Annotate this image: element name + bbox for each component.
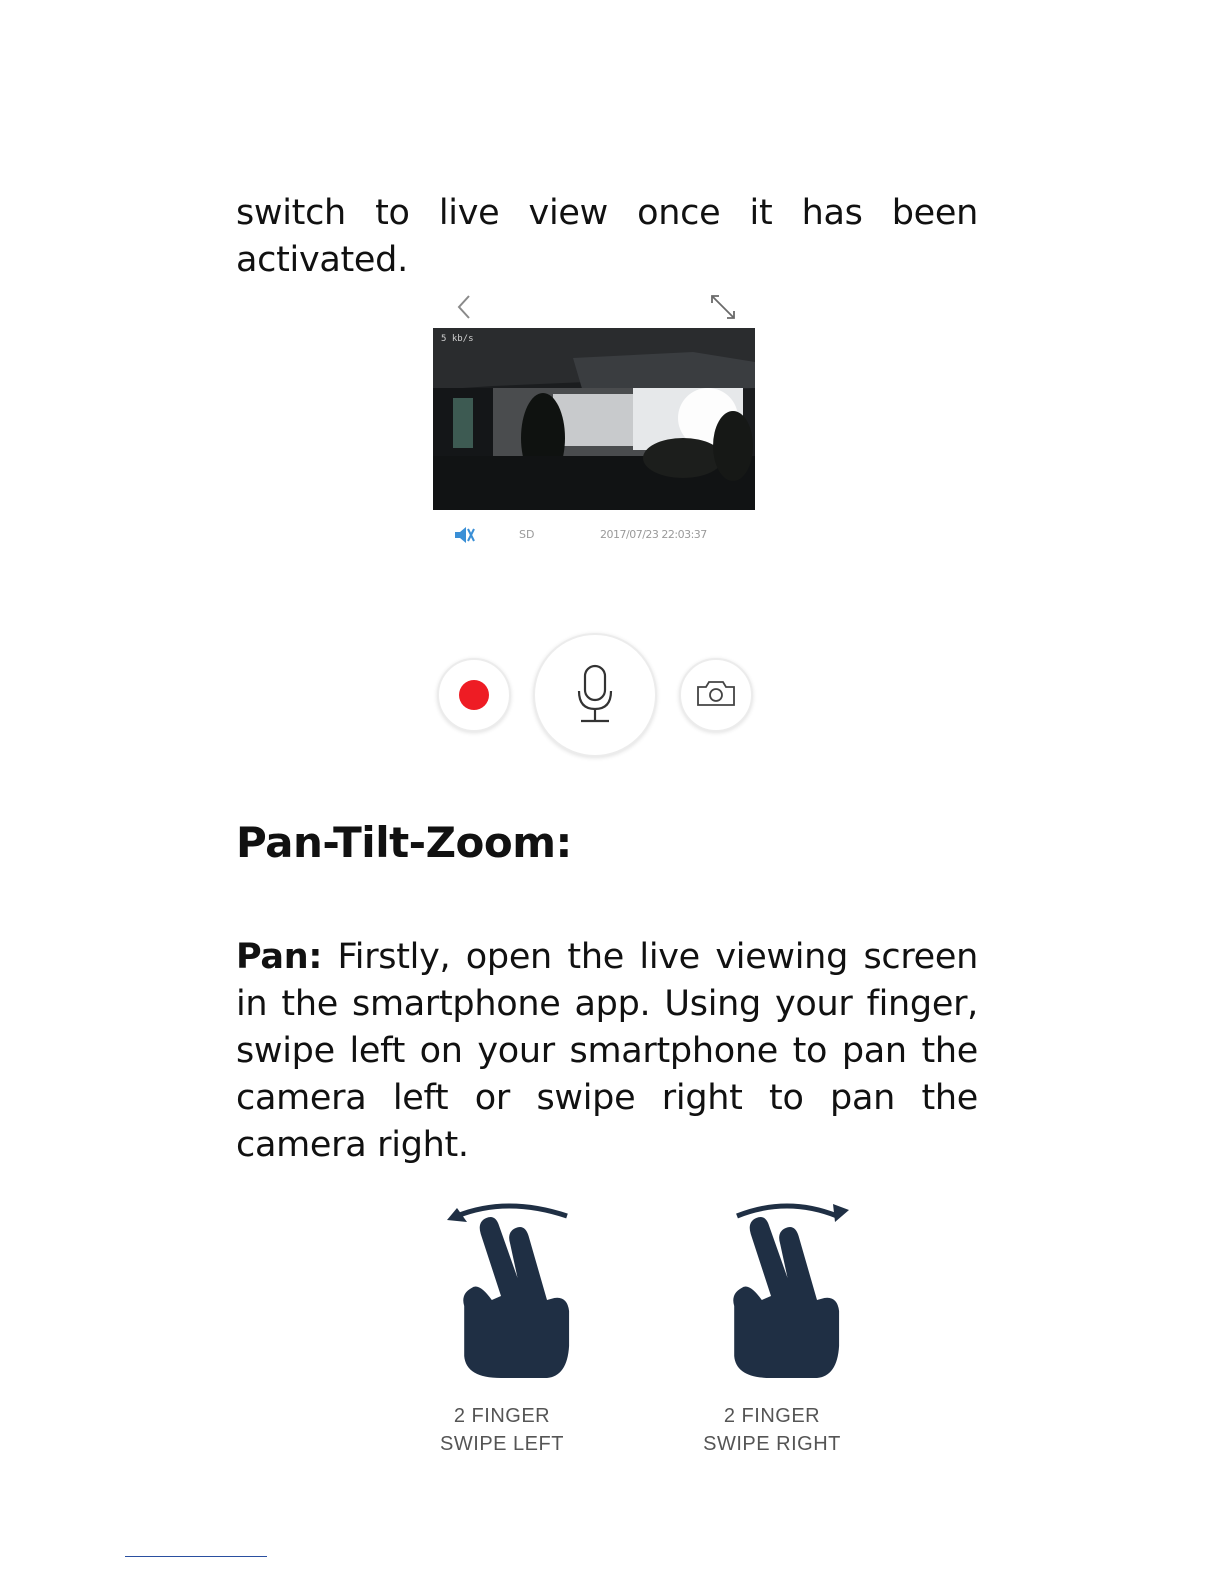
gesture-right-line1: 2 FINGER bbox=[723, 1405, 821, 1427]
gesture-left-line2: SWIPE LEFT bbox=[440, 1433, 564, 1455]
talk-button[interactable] bbox=[533, 633, 657, 757]
expand-icon[interactable] bbox=[708, 292, 738, 322]
live-status-bar bbox=[433, 520, 755, 550]
section-heading: Pan-Tilt-Zoom: bbox=[236, 818, 572, 867]
timestamp: 2017/07/23 22:03:37 bbox=[600, 528, 707, 541]
video-frame bbox=[433, 328, 755, 510]
chevron-left-icon[interactable] bbox=[452, 292, 476, 322]
live-video-feed[interactable] bbox=[433, 328, 755, 510]
snapshot-button[interactable] bbox=[679, 658, 753, 732]
microphone-icon bbox=[573, 663, 617, 727]
pan-lead: Pan: bbox=[236, 937, 323, 977]
gesture-left-line1: 2 FINGER bbox=[453, 1405, 551, 1427]
gesture-swipe-left bbox=[392, 1196, 612, 1458]
quality-toggle[interactable]: SD bbox=[519, 528, 535, 541]
speaker-icon[interactable] bbox=[453, 525, 475, 545]
two-finger-swipe-left-icon bbox=[417, 1196, 587, 1386]
pan-paragraph bbox=[236, 934, 978, 1169]
two-finger-swipe-right-icon bbox=[687, 1196, 857, 1386]
gesture-swipe-right bbox=[662, 1196, 882, 1458]
record-icon bbox=[459, 680, 489, 710]
video-bitrate: 5 kb/s bbox=[441, 334, 474, 344]
pan-body: Firstly, open the live viewing screen in the smartphone app. Using your finger, swipe left on your smartphone to pan the camera left or swipe right to pan the camera right. bbox=[236, 937, 978, 1165]
camera-icon bbox=[695, 678, 737, 710]
gesture-right-line2: SWIPE RIGHT bbox=[703, 1433, 841, 1455]
intro-paragraph: switch to live view once it has been activated. bbox=[236, 193, 978, 280]
footnote-separator bbox=[125, 1556, 267, 1557]
record-button[interactable] bbox=[437, 658, 511, 732]
